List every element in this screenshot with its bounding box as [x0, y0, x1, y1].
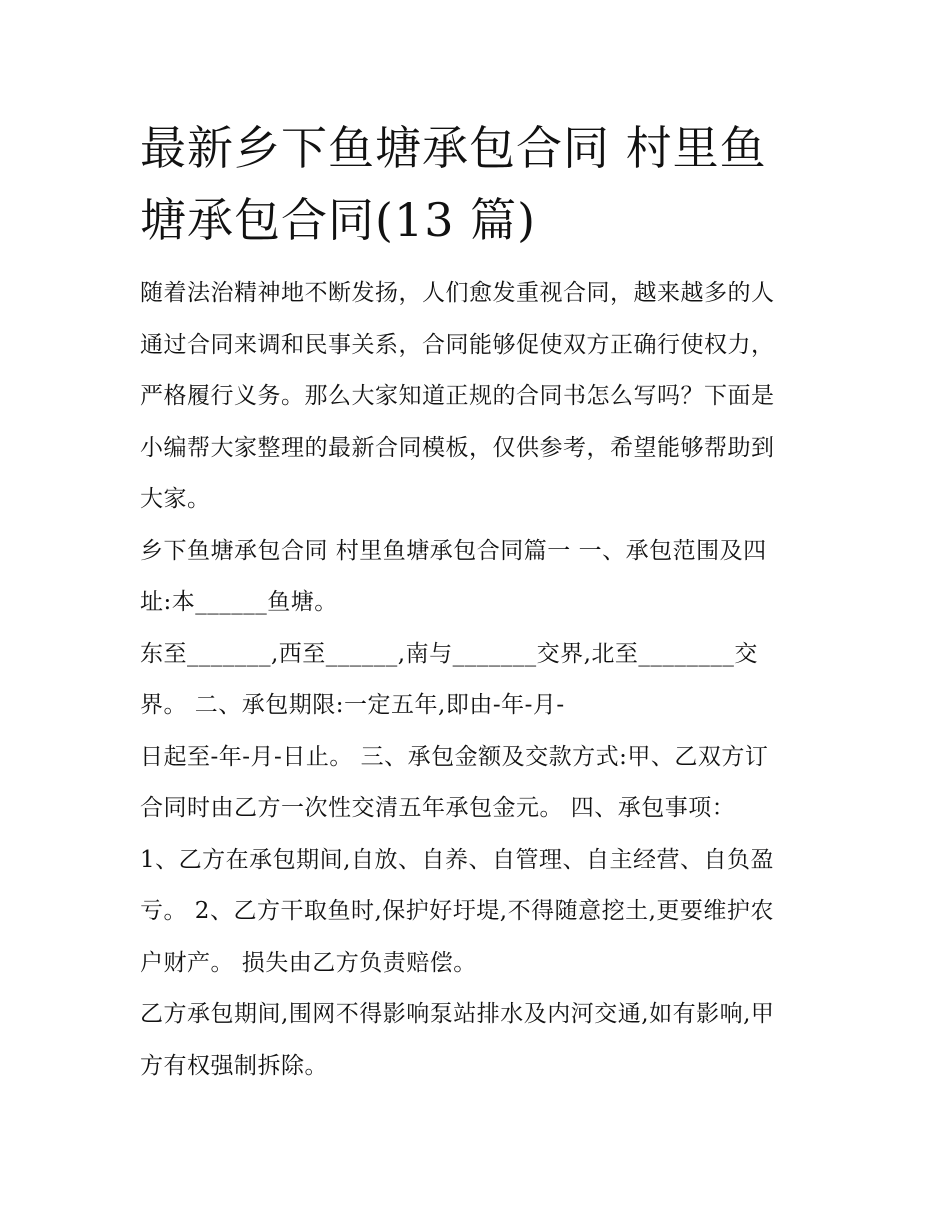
- text-line: 大家。: [140, 486, 211, 512]
- intro-paragraph: [140, 268, 812, 526]
- text-line: 通过合同来调和民事关系，合同能够促使双方正确行使权力，: [140, 331, 775, 358]
- text-line: 方有权强制拆除。: [140, 1052, 328, 1079]
- text-line: 址:本______鱼塘。: [140, 589, 338, 615]
- text-line: 合同时由乙方一次性交清五年承包金元。 四、承包事项：: [140, 795, 736, 821]
- document-title: [140, 112, 812, 256]
- netting-paragraph: [140, 989, 812, 1092]
- text-line: 日起至-年-月-日止。 三、承包金额及交款方式:甲、乙双方订: [140, 743, 769, 770]
- document-page: [140, 112, 812, 1092]
- contract-heading-paragraph: [140, 526, 812, 629]
- text-line: 1、乙方在承包期间,自放、自养、自管理、自主经营、自负盈: [140, 846, 774, 873]
- boundaries-paragraph: [140, 629, 812, 732]
- text-line: 亏。 2、乙方干取鱼时,保护好圩堤,不得随意挖土,更要维护农: [140, 898, 774, 924]
- text-line: 界。 二、承包期限:一定五年,即由-年-月-: [140, 692, 565, 718]
- text-line: 严格履行义务。那么大家知道正规的合同书怎么写吗？下面是: [140, 383, 775, 409]
- text-line: 小编帮大家整理的最新合同模板，仅供参考，希望能够帮助到: [140, 434, 775, 461]
- title-line: 最新乡下鱼塘承包合同 村里鱼: [140, 121, 767, 175]
- text-line: 东至_______,西至______,南与_______交界,北至________交: [140, 640, 758, 667]
- text-line: 乡下鱼塘承包合同 村里鱼塘承包合同篇一 一、承包范围及四: [140, 537, 767, 564]
- title-line: 塘承包合同(13 篇): [140, 193, 537, 247]
- text-line: 户财产。 损失由乙方负责赔偿。: [140, 949, 477, 976]
- text-line: 随着法治精神地不断发扬，人们愈发重视合同，越来越多的人: [140, 280, 775, 306]
- terms-paragraph: [140, 732, 812, 990]
- text-line: 乙方承包期间,围网不得影响泵站排水及内河交通,如有影响,甲: [140, 1001, 775, 1027]
